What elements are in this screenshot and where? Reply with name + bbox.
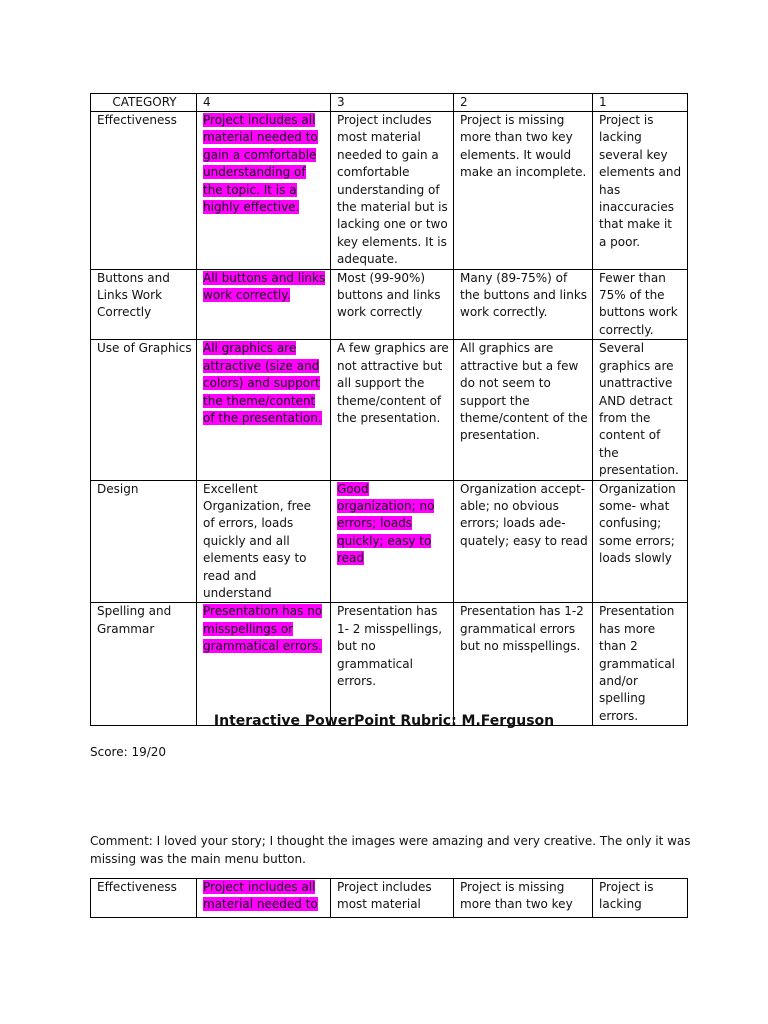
rubric-table-continued — [90, 878, 688, 918]
header-score-2: 2 — [454, 94, 593, 112]
criteria-cell-3: Presentation has 1- 2 misspellings, but no grammatical errors. — [331, 603, 454, 726]
category-cell: Spelling and Grammar — [91, 603, 197, 726]
criteria-cell-2: Presentation has 1-2 grammatical errors but no misspellings. — [454, 603, 593, 726]
criteria-cell-1: Project is lacking several key elements and has inaccuracies that make it a poor. — [593, 112, 688, 270]
criteria-cell-4 — [197, 879, 331, 918]
highlighted-criteria: Good organization; no errors; loads quickly; easy to read — [337, 481, 435, 566]
rubric-row-design — [91, 480, 688, 603]
rubric-row-effectiveness — [91, 112, 688, 270]
header-category: CATEGORY — [91, 94, 197, 112]
criteria-cell-2: Project is missing more than two key elements. It would make an incomplete. — [454, 112, 593, 270]
criteria-cell-4 — [197, 112, 331, 270]
category-cell: Effectiveness — [91, 879, 197, 918]
criteria-cell-2: Organization accept- able; no obvious errors; loads ade- quately; easy to read — [454, 480, 593, 603]
header-score-3: 3 — [331, 94, 454, 112]
highlighted-criteria: Project includes all material needed to — [203, 880, 318, 912]
criteria-cell-1: Several graphics are unattractive AND detract from the content of the presentation. — [593, 340, 688, 480]
criteria-cell-1: Project is lacking — [593, 879, 688, 918]
criteria-cell-3: Project includes most material — [331, 879, 454, 918]
category-cell: Use of Graphics — [91, 340, 197, 480]
score-text: Score: 19/20 — [90, 745, 167, 759]
criteria-cell-3: Project includes most material needed to gain a comfortable understanding of the material but is lacking one or two key elements. It is adequate. — [331, 112, 454, 270]
highlighted-criteria: All graphics are attractive (size and colors) and support the theme/content of the presentation. — [203, 341, 322, 425]
header-score-1: 1 — [593, 94, 688, 112]
criteria-cell-1: Presentation has more than 2 grammatical and/or spelling errors. — [593, 603, 688, 726]
criteria-cell-2: Many (89-75%) of the buttons and links work correctly. — [454, 269, 593, 340]
criteria-cell-2: All graphics are attractive but a few do not seem to support the theme/content of the presentation. — [454, 340, 593, 480]
criteria-cell-4 — [197, 269, 331, 340]
rubric-table — [90, 93, 688, 726]
criteria-cell-4: Excellent Organization, free of errors, loads quickly and all elements easy to read and understand — [197, 480, 331, 603]
criteria-cell-4 — [197, 603, 331, 726]
criteria-cell-3: Most (99-90%) buttons and links work correctly — [331, 269, 454, 340]
criteria-cell-1: Organization some- what confusing; some errors; loads slowly — [593, 480, 688, 603]
category-cell: Effectiveness — [91, 112, 197, 270]
criteria-cell-3: A few graphics are not attractive but all support the theme/content of the presentation. — [331, 340, 454, 480]
rubric-row-effectiveness-continued — [91, 879, 688, 918]
criteria-cell-3 — [331, 480, 454, 603]
criteria-cell-1: Fewer than 75% of the buttons work correctly. — [593, 269, 688, 340]
rubric-row-spelling-grammar — [91, 603, 688, 726]
criteria-cell-4 — [197, 340, 331, 480]
highlighted-criteria: Project includes all material needed to gain a comfortable understanding of the topic. It is a highly effective. — [203, 113, 318, 215]
header-score-4: 4 — [197, 94, 331, 112]
comment-text: Comment: I loved your story; I thought the images were amazing and very creative. The only it was missing was the main menu button. — [90, 834, 691, 866]
rubric-title: Interactive PowerPoint Rubric: M.Ferguson — [213, 713, 555, 729]
rubric-row-buttons-links — [91, 269, 688, 340]
category-cell: Design — [91, 480, 197, 603]
highlighted-criteria: All buttons and links work correctly. — [203, 270, 326, 303]
rubric-header-row — [91, 94, 688, 112]
criteria-cell-2: Project is missing more than two key — [454, 879, 593, 918]
rubric-row-graphics — [91, 340, 688, 480]
highlighted-criteria: Presentation has no misspellings or grammatical errors. — [203, 604, 323, 654]
category-cell: Buttons and Links Work Correctly — [91, 269, 197, 340]
